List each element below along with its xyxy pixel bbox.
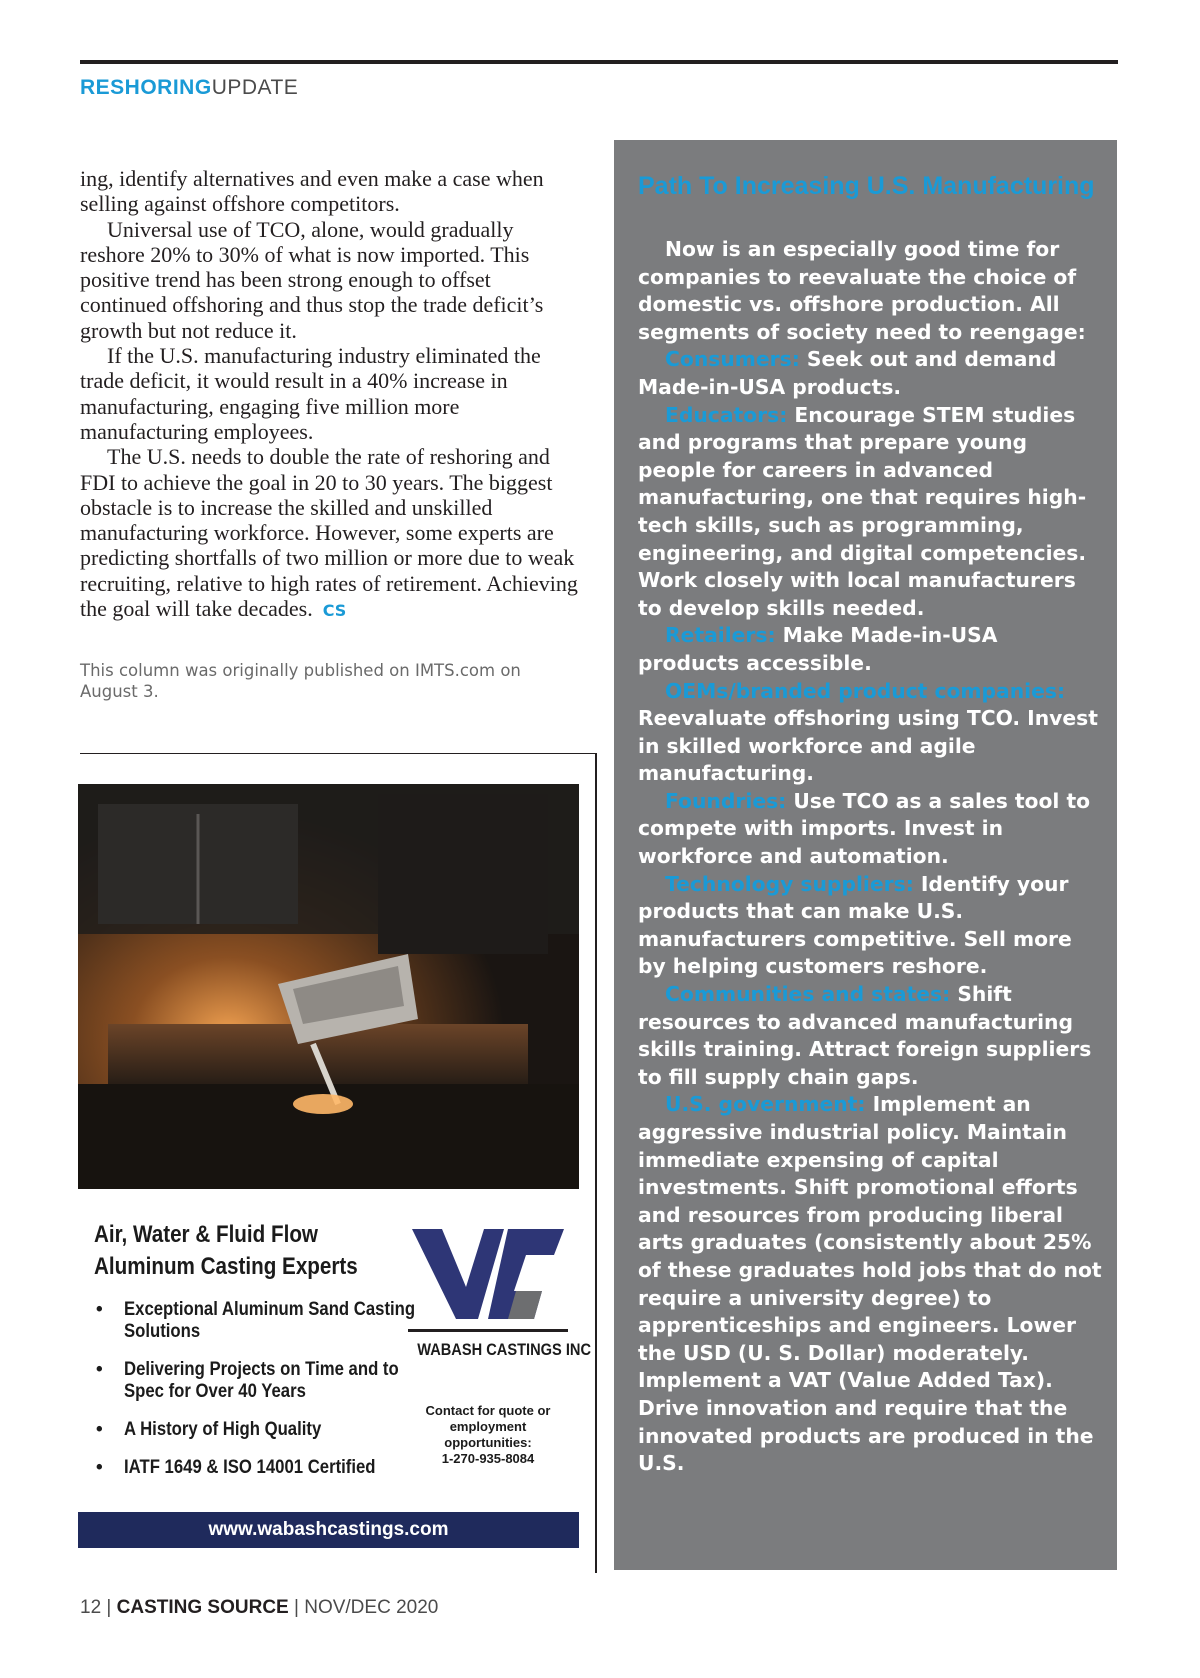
sidebar-item (638, 1091, 1104, 1477)
article-body (80, 166, 578, 623)
ad-bullet (94, 1457, 434, 1479)
ad-frame-right (595, 753, 597, 1573)
sidebar-box (614, 140, 1117, 1570)
section-label (80, 76, 298, 100)
article-paragraph: ing, identify alternatives and even make a case when selling against offshore competitors. (80, 166, 544, 217)
sidebar-item (638, 788, 1104, 871)
ad-bullet-text: A History of High Quality (124, 1419, 322, 1440)
sidebar-item-text: Encourage STEM studies and programs that prepare young people for careers in advanced manufacturing, one that requires high-tech skills, such as programming, engineering, and digital competencies. Work closely with local manufacturers to develop skills needed. (638, 402, 1087, 620)
ad-bullet (94, 1299, 434, 1343)
ad-bullet-list (94, 1299, 434, 1495)
page-footer (80, 1597, 438, 1619)
ad-headline (94, 1219, 358, 1283)
bullet-icon: • (96, 1457, 103, 1478)
sidebar-item (638, 678, 1104, 788)
bullet-icon: • (96, 1419, 103, 1440)
bullet-icon: • (96, 1299, 103, 1320)
sidebar-item-text: Shift resources to advanced manufacturing skills training. Attract foreign suppliers to fill supply chain gaps. (638, 982, 1092, 1089)
ad-body (78, 1189, 592, 1512)
sidebar-item (638, 981, 1104, 1091)
sidebar-item-text: Use TCO as a sales tool to compete with imports. Invest in workforce and automation. (638, 788, 1091, 869)
sidebar-item-label: Foundries: (665, 788, 787, 813)
sidebar-item (638, 622, 1104, 677)
sidebar-item-label: OEMs/branded product companies: (665, 678, 1066, 703)
sidebar-intro: Now is an especially good time for companies to reevaluate the choice of domestic vs. offshore production. All segments of society need to reengage: (638, 237, 1086, 344)
ad-company-name: WABASH CASTINGS INC (417, 1340, 592, 1359)
page-number: 12 (80, 1597, 102, 1618)
bullet-icon: • (96, 1359, 103, 1380)
wabash-logo-icon (408, 1225, 568, 1335)
ad-photo-pouring-metal (78, 784, 579, 1189)
sidebar-title: Path To Increasing U.S. Manufacturing (638, 172, 1095, 200)
sidebar-item (638, 346, 1104, 401)
sidebar-item-label: U.S. government: (665, 1092, 866, 1117)
ad-headline-line: Aluminum Casting Experts (94, 1253, 358, 1280)
ad-contact (408, 1403, 568, 1467)
ad-phone: 1-270-935-8084 (441, 1451, 535, 1466)
end-mark: CS (322, 601, 347, 621)
footer-separator: | (294, 1597, 299, 1618)
header-rule (80, 60, 1118, 64)
ad-frame-top (80, 753, 596, 754)
sidebar-item (638, 871, 1104, 981)
article-paragraph: Universal use of TCO, alone, would gradually reshore 20% to 30% of what is now imported. This positive trend has been strong enough to offset continued offshoring and thus stop the trade deficit’s growth but not reduce it. (80, 216, 544, 343)
sidebar-item (638, 402, 1104, 623)
ad-bullet (94, 1419, 434, 1441)
ad-contact-line: employment (449, 1419, 527, 1434)
sidebar-item-label: Retailers: (665, 623, 776, 648)
footnote: This column was originally published on IMTS.com on August 3. (80, 661, 521, 701)
ad-headline-line: Air, Water & Fluid Flow (94, 1221, 318, 1248)
ad-contact-line: Contact for quote or (425, 1403, 551, 1418)
sidebar-item-label: Consumers: (665, 347, 800, 372)
publication-name: CASTING SOURCE (116, 1597, 289, 1618)
sidebar-body (638, 236, 1104, 1478)
ad-url-link[interactable]: www.wabashcastings.com (78, 1512, 579, 1548)
ad-bullet-text: Delivering Projects on Time and to Spec for Over 40 Years (124, 1359, 399, 1402)
sidebar-item-label: Communities and states: (665, 982, 951, 1007)
sidebar-item-text: Identify your products that can make U.S. manufacturers competitive. Sell more by helping customers reshore. (638, 871, 1072, 979)
article-paragraph-text: The U.S. needs to double the rate of reshoring and FDI to achieve the goal in 20 to 30 years. The biggest obstacle is to increase the skilled and unskilled manufacturing workforce. However, some experts are predicting shortfalls of two million or more due to weak recruiting, relative to high rates of retirement. Achieving the goal will take decades. (80, 444, 578, 622)
sidebar-item-label: Educators: (665, 402, 788, 427)
ad-contact-line: opportunities: (444, 1435, 532, 1450)
sidebar-item-label: Technology suppliers: (665, 871, 914, 896)
sidebar-item-text: Seek out and demand Made-in-USA products. (638, 347, 1057, 399)
ad-bullet (94, 1359, 434, 1403)
section-label-bold: RESHORING (80, 76, 212, 99)
sidebar-item-text: Make Made-in-USA products accessible. (638, 623, 998, 675)
ad-bullet-text: IATF 1649 & ISO 14001 Certified (124, 1457, 376, 1478)
sidebar-item-text: Implement an aggressive industrial policy. Maintain immediate expensing of capital investments. Shift promotional efforts and resources from producing liberal arts graduates (consistently about 25% of these graduates hold jobs that do not require a university degree) to apprenticeships and engineers. Lower the USD (U. S. Dollar) moderately. Implement a VAT (Value Added Tax). Drive innovation and require that the innovated products are produced in the U.S. (638, 1092, 1102, 1476)
ad-bullet-text: Exceptional Aluminum Sand Casting Solutions (124, 1299, 416, 1342)
section-label-light: UPDATE (211, 76, 299, 99)
footer-separator: | (106, 1597, 112, 1618)
sidebar-item-text: Reevaluate offshoring using TCO. Invest in skilled workforce and agile manufacturing. (638, 706, 1098, 786)
article-paragraph: If the U.S. manufacturing industry eliminated the trade deficit, it would result in a 40% increase in manufacturing, engaging five million more manufacturing employees. (80, 343, 541, 444)
issue-date: NOV/DEC 2020 (304, 1597, 439, 1618)
article-paragraph (80, 444, 578, 623)
